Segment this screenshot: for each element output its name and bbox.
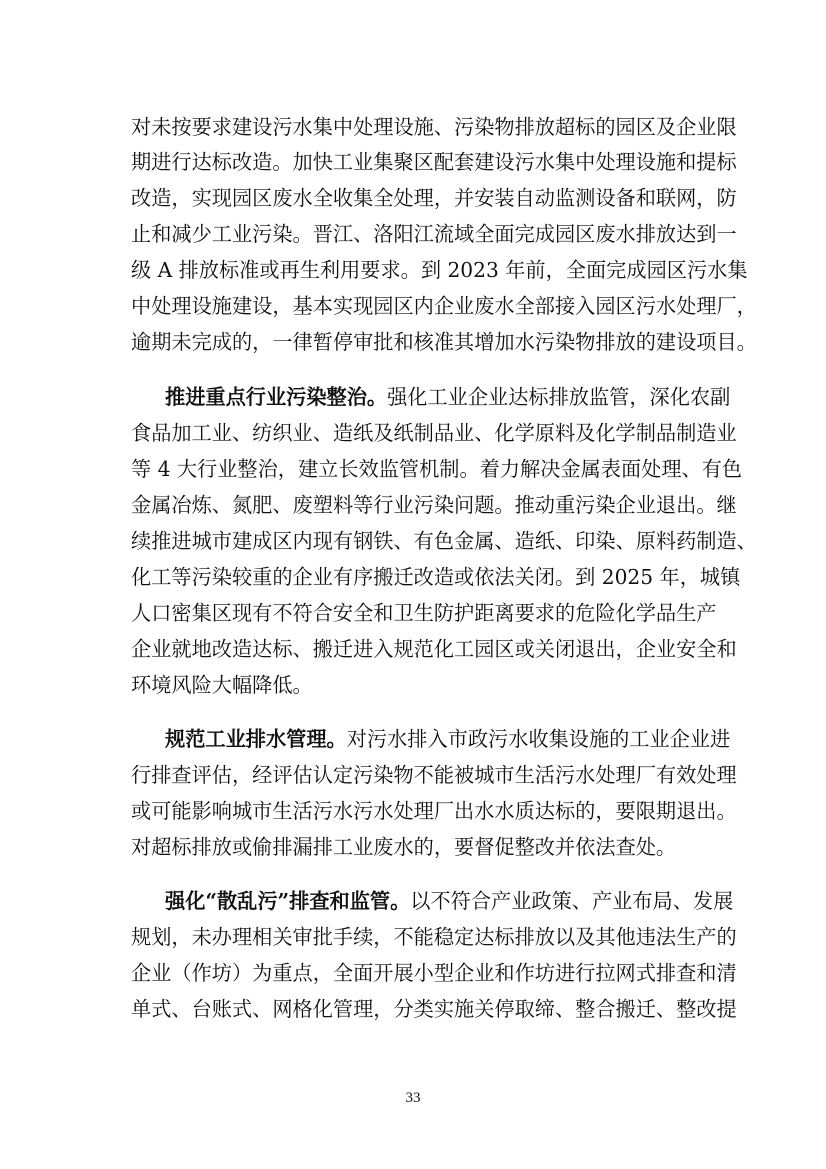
- paragraph-1-line-4: 止和减少工业污染。晋江、洛阳江流域全面完成园区废水排放达到一: [131, 222, 737, 246]
- paragraph-3-line-1: [131, 722, 731, 756]
- paragraph-3-line-2: 行排查评估，经评估认定污染物不能被城市生活污水处理厂有效处理: [131, 763, 737, 787]
- paragraph-2-heading: 推进重点行业污染整治。: [165, 385, 388, 409]
- paragraph-4-line-3: 企业（作坊）为重点，全面开展小型企业和作坊进行拉网式排查和清: [131, 961, 737, 985]
- paragraph-4-line-2: 规划，未办理相关审批手续，不能稳定达标排放以及其他违法生产的: [131, 925, 737, 949]
- paragraph-2-line-3: 等 4 大行业整治，建立长效监管机制。着力解决金属表面处理、有色: [131, 457, 743, 481]
- paragraph-2-line-6: 化工等污染较重的企业有序搬迁改造或依法关闭。到 2025 年，城镇: [131, 565, 741, 589]
- paragraph-2-line-7: 人口密集区现有不符合安全和卫生防护距离要求的危险化学品生产: [131, 601, 717, 625]
- page-number: 33: [405, 1090, 421, 1106]
- paragraph-4-line-1-text: 以不符合产业政策、产业布局、发展: [410, 889, 734, 913]
- paragraph-2-line-1-text: 强化工业企业达标排放监管，深化农副: [387, 385, 731, 409]
- paragraph-1-line-3: 改造，实现园区废水全收集全处理，并安装自动监测设备和联网，防: [131, 186, 737, 210]
- paragraph-2-line-5: 续推进城市建成区内现有钢铁、有色金属、造纸、印染、原料药制造、: [131, 529, 757, 553]
- paragraph-3-line-1-text: 对污水排入市政污水收集设施的工业企业进: [346, 727, 731, 751]
- paragraph-3-line-4: 对超标排放或偷排漏排工业废水的，要督促整改并依法查处。: [131, 835, 677, 859]
- paragraph-4-line-1: [131, 884, 734, 918]
- paragraph-2-line-8: 企业就地改造达标、搬迁进入规范化工园区或关闭退出，企业安全和: [131, 637, 737, 661]
- paragraph-1-line-1: 对未按要求建设污水集中处理设施、污染物排放超标的园区及企业限: [131, 115, 737, 139]
- paragraph-1-line-2: 期进行达标改造。加快工业集聚区配套建设污水集中处理设施和提标: [131, 150, 737, 174]
- paragraph-2-line-9: 环境风险大幅降低。: [131, 673, 313, 697]
- paragraph-1-line-6: 中处理设施建设，基本实现园区内企业废水全部接入园区污水处理厂，: [131, 294, 757, 318]
- paragraph-4-line-4: 单式、台账式、网格化管理，分类实施关停取缔、整合搬迁、整改提: [131, 997, 737, 1021]
- paragraph-1-line-7: 逾期未完成的，一律暂停审批和核准其增加水污染物排放的建设项目。: [131, 330, 757, 354]
- paragraph-2-line-4: 金属冶炼、氮肥、废塑料等行业污染问题。推动重污染企业退出。继: [131, 493, 737, 517]
- paragraph-2-line-1: [131, 380, 731, 414]
- paragraph-1-line-5: 级 A 排放标准或再生利用要求。到 2023 年前，全面完成园区污水集: [131, 258, 748, 282]
- paragraph-2-line-2: 食品加工业、纺织业、造纸及纸制品业、化学原料及化学制品制造业: [131, 421, 737, 445]
- paragraph-3-heading: 规范工业排水管理。: [165, 727, 347, 751]
- paragraph-4-heading: 强化“散乱污”排查和监管。: [165, 889, 411, 913]
- paragraph-3-line-3: 或可能影响城市生活污水污水处理厂出水水质达标的，要限期退出。: [131, 799, 737, 823]
